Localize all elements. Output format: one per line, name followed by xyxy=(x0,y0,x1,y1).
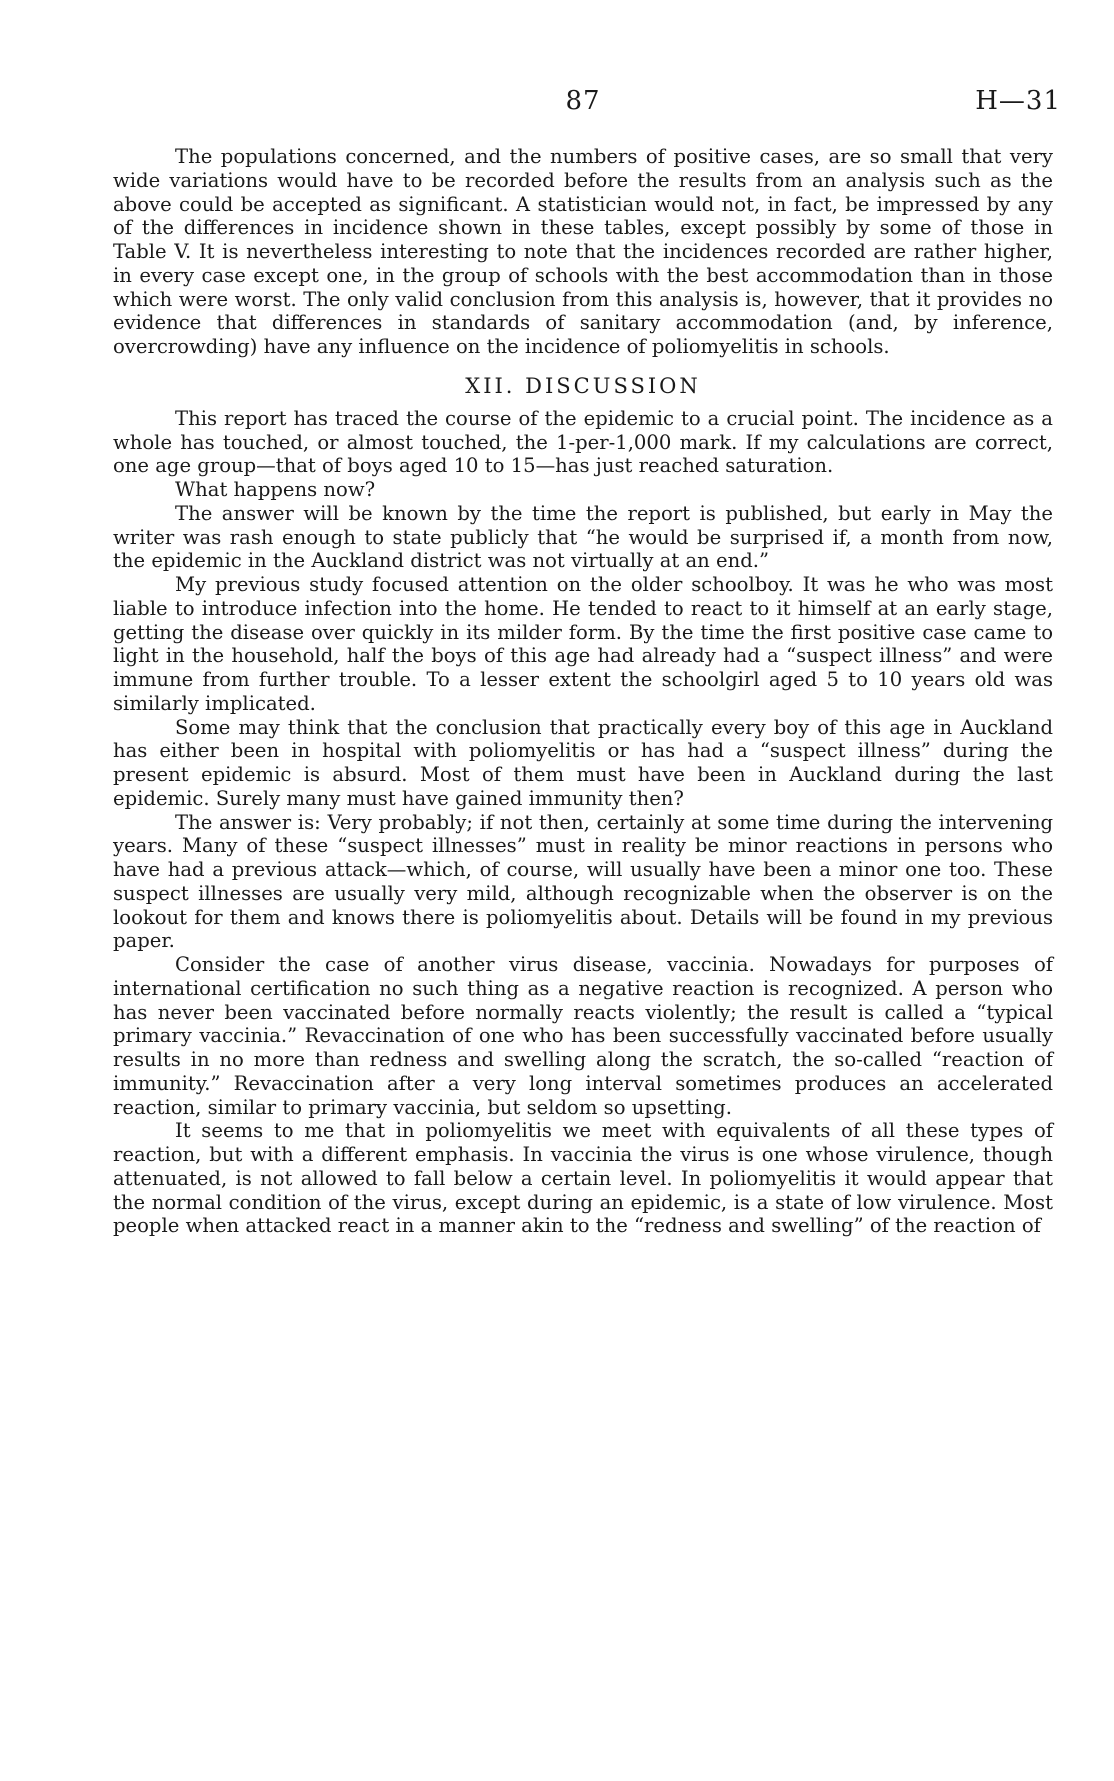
paragraph: What happens now? xyxy=(175,478,376,501)
paragraph: It seems to me that in poliomyelitis we meet with equivalents of all these types of reaction, but with a different emphasis. In vaccinia the virus is one whose virulence, though attenuated, is not allowed to fall below a certain level. In poliomyelitis it would appear that the normal condition of the virus, except during an epidemic, is a state of low virulence. Most people when attacked react in a manner akin to the “redness and swelling” of the reaction of xyxy=(113,1119,1053,1238)
paragraph: The answer will be known by the time the report is published, but early in May the writer was rash enough to state publicly that “he would be surprised if, a month from now, the epidemic in the Auckland district was not virtually at an end.” xyxy=(113,501,1053,573)
body-text xyxy=(113,145,1053,1238)
page-number: 87 xyxy=(565,86,601,116)
paragraph: Consider the case of another virus disease, vaccinia. Nowadays for purposes of international certification no such thing as a negative reaction is recognized. A person who has never been vaccinated before normally reacts violently; the result is called a “typical primary vaccinia.” Revaccination of one who has been successfully vaccinated before usually results in no more than redness and swelling along the scratch, the so-called “reaction of immunity.” Revaccination after a very long interval sometimes produces an accelerated reaction, similar to primary vaccinia, but seldom so upsetting. xyxy=(113,953,1053,1119)
document-reference: H—31 xyxy=(975,86,1061,116)
section-heading: XII. DISCUSSION xyxy=(465,373,701,398)
page-header xyxy=(113,84,1061,118)
paragraph: This report has traced the course of the epidemic to a crucial point. The incidence as a whole has touched, or almost touched, the 1-per-1,000 mark. If my calculations are correct, one age group—that of boys aged 10 to 15—has just reached saturation. xyxy=(113,406,1053,478)
paragraph: Some may think that the conclusion that practically every boy of this age in Auckland has either been in hospital with poliomyelitis or has had a “suspect illness” during the present epidemic is absurd. Most of them must have been in Auckland during the last epidemic. Surely many must have gained immunity then? xyxy=(113,715,1053,810)
document-page xyxy=(113,0,1061,1781)
paragraph: My previous study focused attention on the older schoolboy. It was he who was most liable to introduce infection into the home. He tended to react to it himself at an early stage, getting the disease over quickly in its milder form. By the time the first positive case came to light in the household, half the boys of this age had already had a “suspect illness” and were immune from further trouble. To a lesser extent the schoolgirl aged 5 to 10 years old was similarly implicated. xyxy=(113,573,1053,715)
paragraph: The answer is: Very probably; if not then, certainly at some time during the intervening years. Many of these “suspect illnesses” must in reality be minor reactions in persons who have had a previous attack—which, of course, will usually have been a minor one too. These suspect illnesses are usually very mild, although recognizable when the observer is on the lookout for them and knows there is poliomyelitis about. Details will be found in my previous paper. xyxy=(113,810,1053,953)
paragraph: The populations concerned, and the numbers of positive cases, are so small that very wide variations would have to be recorded before the results from an analysis such as the above could be accepted as significant. A statistician would not, in fact, be impressed by any of the differences in incidence shown in these tables, except possibly by some of those in Table V. It is nevertheless interesting to note that the incidences recorded are rather higher, in every case except one, in the group of schools with the best accommodation than in those which were worst. The only valid conclusion from this analysis is, however, that it provides no evidence that differences in standards of sanitary accommodation (and, by inference, overcrowding) have any influence on the incidence of poliomyelitis in schools. xyxy=(113,145,1053,358)
